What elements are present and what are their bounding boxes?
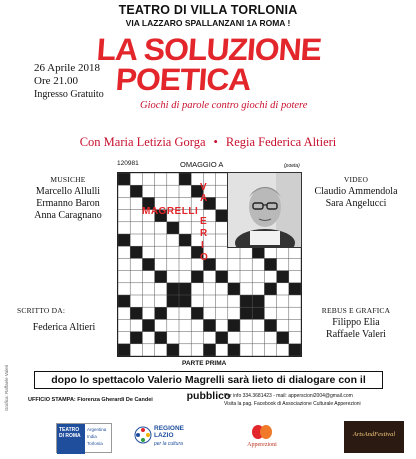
puzzle-footer: PARTE PRIMA xyxy=(182,360,227,367)
vertical-letter: R xyxy=(200,228,208,239)
apperezioni-text: Apperezioni xyxy=(247,442,277,448)
grid-black-cell xyxy=(240,307,252,319)
grid-black-cell xyxy=(228,344,240,356)
grid-black-cell xyxy=(155,307,167,319)
show-title-line2: POETICA xyxy=(114,62,252,97)
grid-black-cell xyxy=(216,210,228,222)
teatro-list-item: Argentina xyxy=(87,427,107,432)
credits-video xyxy=(303,174,409,210)
show-time: Ore 21.00 xyxy=(34,75,78,87)
music-heading: MUSICHE xyxy=(50,175,86,184)
grid-black-cell xyxy=(264,283,276,295)
grid-black-cell xyxy=(289,344,301,356)
grid-black-cell xyxy=(118,173,130,185)
puzzle-number: 120981 xyxy=(117,160,139,167)
grid-black-cell xyxy=(118,344,130,356)
teatro-di-roma-logo xyxy=(56,423,112,453)
cast-line xyxy=(0,135,416,150)
regione-lazio-logo xyxy=(134,423,204,453)
teatro-list-item: Torlonia xyxy=(87,441,103,446)
grid-black-cell xyxy=(167,283,179,295)
show-entry: Ingresso Gratuito xyxy=(34,89,104,100)
grid-black-cell xyxy=(179,283,191,295)
grid-black-cell xyxy=(203,344,215,356)
grid-black-cell xyxy=(277,271,289,283)
grid-black-cell xyxy=(118,234,130,246)
vertical-letter: I xyxy=(201,240,204,251)
video-name: Claudio Ammendola xyxy=(314,186,398,197)
info-facebook: Visita la pag. Facebook di Associazione Culturale Apperezioni xyxy=(224,401,361,407)
vertical-letter xyxy=(200,204,206,215)
regione-text: REGIONE xyxy=(154,425,184,432)
vertical-letter: E xyxy=(200,216,207,227)
grid-black-cell xyxy=(264,258,276,270)
video-heading: VIDEO xyxy=(343,175,369,184)
regione-lazio-emblem-icon xyxy=(134,426,152,444)
grid-black-cell xyxy=(203,319,215,331)
teatro-list xyxy=(87,426,106,447)
show-subtitle: Giochi di parole contro giochi di potere xyxy=(140,100,308,111)
vertical-letter: A xyxy=(200,193,208,204)
venue-title: TEATRO DI VILLA TORLONIA xyxy=(118,3,298,17)
music-name: Marcello Allulli xyxy=(35,186,101,197)
cast-director: Regia Federica Altieri xyxy=(225,135,337,149)
grid-black-cell xyxy=(130,246,142,258)
press-office: UFFICIO STAMPA: Fiorenza Gherardi De Candei xyxy=(28,397,153,403)
credits-written xyxy=(17,305,111,334)
puzzle-heading: OMAGGIO A xyxy=(180,160,224,169)
cast-actress: Con Maria Letizia Gorga xyxy=(79,135,206,149)
credits-music xyxy=(20,174,116,222)
grid-black-cell xyxy=(252,307,264,319)
grid-black-cell xyxy=(216,332,228,344)
grid-black-cell xyxy=(179,234,191,246)
rebus-name: Filippo Elia xyxy=(332,317,380,328)
grid-black-cell xyxy=(167,344,179,356)
grid-black-cell xyxy=(179,295,191,307)
grid-black-cell xyxy=(130,307,142,319)
photo-caption: (poeta) xyxy=(284,163,300,169)
arts-festival-text: ArtsAndFestival xyxy=(352,431,396,438)
grid-black-cell xyxy=(155,271,167,283)
rebus-name: Raffaele Valeri xyxy=(326,329,386,340)
arts-festival-logo xyxy=(344,421,404,453)
grafica-credit: Grafica: Raffaele Valeri xyxy=(4,364,9,411)
music-name: Ermanno Baron xyxy=(36,198,100,209)
rebus-heading: REBUS E GRAFICA xyxy=(321,306,391,315)
poet-photo xyxy=(227,172,302,248)
info-contact: Per info 334.3681423 - mail: apperscioni2004@gmail.com xyxy=(224,393,353,399)
grid-black-cell xyxy=(252,295,264,307)
grid-black-cell xyxy=(252,246,264,258)
music-name: Anna Caragnano xyxy=(34,210,102,221)
grid-black-cell xyxy=(191,307,203,319)
teatro-list-item: India xyxy=(87,434,97,439)
vertical-letter: O xyxy=(200,252,208,263)
grid-black-cell xyxy=(130,185,142,197)
puzzle-horizontal-word: MAGRELLI xyxy=(142,206,199,217)
cast-separator: • xyxy=(213,135,218,149)
grid-black-cell xyxy=(179,173,191,185)
video-name: Sara Angelucci xyxy=(325,198,387,209)
theatre-masks-icon xyxy=(250,423,274,441)
show-title-line1: LA SOLUZIONE xyxy=(95,32,323,67)
date-block xyxy=(34,62,104,101)
written-heading: SCRITTO DA: xyxy=(17,306,66,315)
grid-black-cell xyxy=(191,271,203,283)
grid-black-cell xyxy=(167,222,179,234)
lazio-text: LAZIO xyxy=(154,432,174,439)
grid-black-cell xyxy=(142,258,154,270)
poet-portrait-illustration xyxy=(228,173,302,248)
grid-black-cell xyxy=(240,295,252,307)
grid-black-cell xyxy=(155,332,167,344)
venue-address: VIA LAZZARO SPALLANZANI 1A ROMA ! xyxy=(125,18,291,28)
apperezioni-logo xyxy=(240,423,284,453)
grid-black-cell xyxy=(130,332,142,344)
written-name: Federica Altieri xyxy=(32,322,96,333)
grid-black-cell xyxy=(167,295,179,307)
show-date: 26 Aprile 2018 xyxy=(34,62,100,74)
grid-black-cell xyxy=(216,271,228,283)
after-show-banner: dopo lo spettacolo Valerio Magrelli sarà lieto di dialogare con il pubblico xyxy=(34,371,383,389)
regione-tagline: per la cultura xyxy=(154,441,183,447)
grid-black-cell xyxy=(277,332,289,344)
grid-black-cell xyxy=(118,295,130,307)
credits-rebus xyxy=(303,305,409,341)
teatro-di-roma-mark: TEATRO DI ROMA xyxy=(57,424,85,454)
grid-black-cell xyxy=(264,319,276,331)
grid-black-cell xyxy=(228,319,240,331)
vertical-letter: V xyxy=(200,182,207,193)
grid-black-cell xyxy=(289,283,301,295)
grid-black-cell xyxy=(228,283,240,295)
grid-black-cell xyxy=(142,319,154,331)
